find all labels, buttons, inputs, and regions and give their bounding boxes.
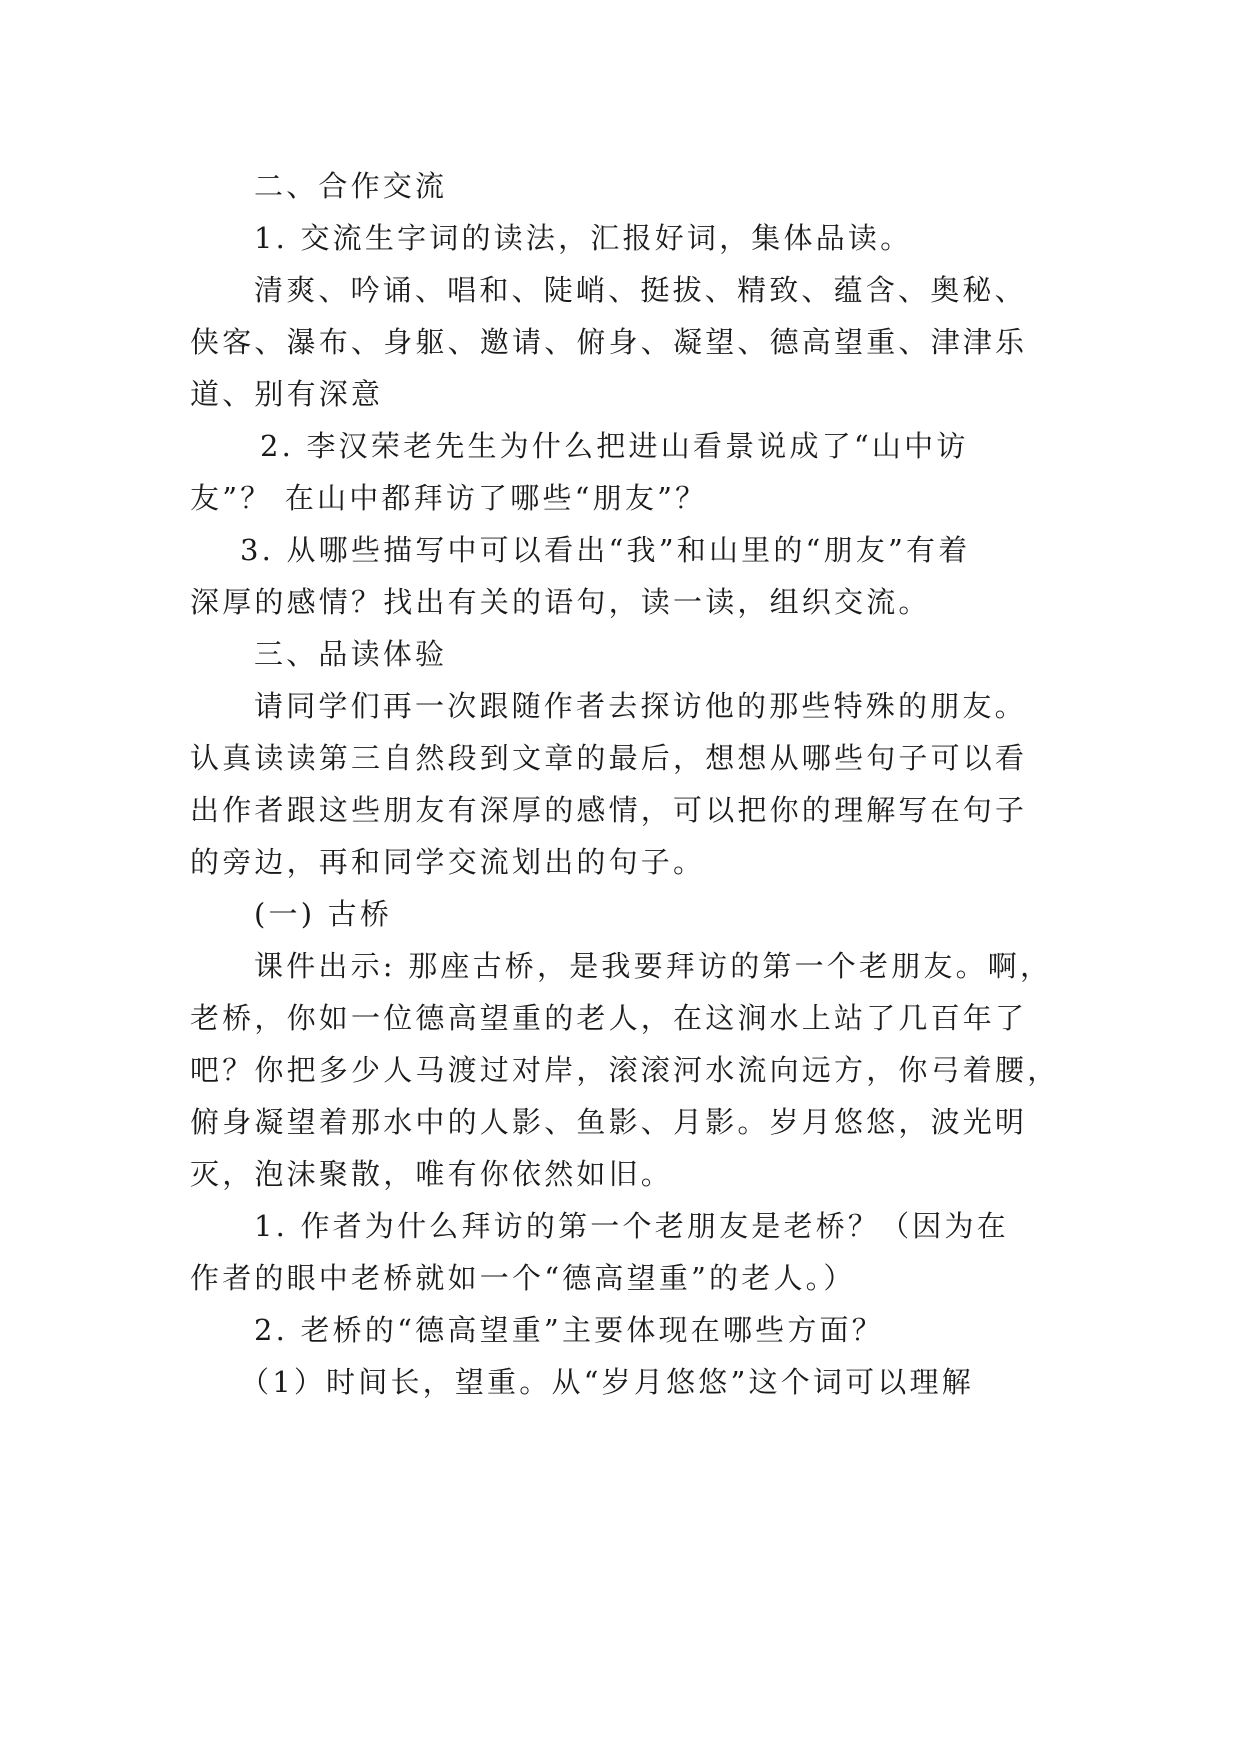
word-list-line: 清爽、吟诵、唱和、陡峭、挺拔、精致、蕴含、奥秘、 [254,273,1027,307]
question-line: 3. 从哪些描写中可以看出“我”和山里的“朋友”有着 [240,533,971,567]
quote-line: 课件出示: 那座古桥，是我要拜访的第一个老朋友。啊， [254,949,1053,983]
section-heading-cooperation: 二、合作交流 [254,169,448,203]
quote-line: 吧？你把多少人马渡过对岸，滚滚河水流向远方，你弓着腰， [190,1053,1060,1087]
quote-line: 俯身凝望着那水中的人影、鱼影、月影。岁月悠悠，波光明 [190,1105,1028,1139]
word-list-line: 道、别有深意 [190,377,384,411]
answer-line: （1）时间长，望重。从“岁月悠悠”这个词可以理解 [240,1365,974,1399]
subsection-heading-bridge: (一) 古桥 [254,897,393,931]
quote-line: 老桥，你如一位德高望重的老人，在这涧水上站了几百年了 [190,1001,1028,1035]
question-line: 2. 老桥的“德高望重”主要体现在哪些方面？ [254,1313,884,1347]
paragraph-line: 请同学们再一次跟随作者去探访他的那些特殊的朋友。 [254,689,1027,723]
question-line: 友”？ 在山中都拜访了哪些“朋友”？ [190,481,708,515]
question-line: 深厚的感情？找出有关的语句，读一读，组织交流。 [190,585,931,619]
document-body [190,160,1070,1408]
section-heading-reading: 三、品读体验 [254,637,448,671]
paragraph-line: 1. 交流生字词的读法，汇报好词，集体品读。 [254,221,913,255]
quote-line: 灭，泡沫聚散，唯有你依然如旧。 [190,1157,674,1191]
question-line: 作者的眼中老桥就如一个“德高望重”的老人。） [190,1261,856,1295]
word-list-line: 侠客、瀑布、身躯、邀请、俯身、凝望、德高望重、津津乐 [190,325,1028,359]
paragraph-line: 的旁边，再和同学交流划出的句子。 [190,845,706,879]
question-line: 1. 作者为什么拜访的第一个老朋友是老桥？（因为在 [254,1209,1009,1243]
paragraph-line: 出作者跟这些朋友有深厚的感情，可以把你的理解写在句子 [190,793,1028,827]
paragraph-line: 认真读读第三自然段到文章的最后，想想从哪些句子可以看 [190,741,1028,775]
question-line: 2. 李汉荣老先生为什么把进山看景说成了“山中访 [260,429,969,463]
